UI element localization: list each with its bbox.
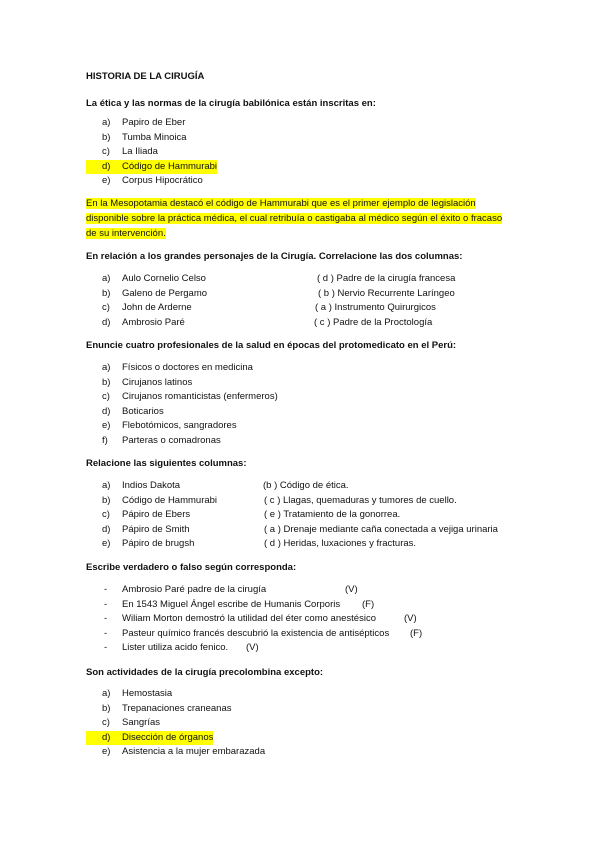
option-a: a) Hemostasia <box>102 688 173 699</box>
option-d-highlighted: d) Disección de órganos <box>86 731 265 746</box>
question-6-options <box>86 687 265 760</box>
option-b: b) Trepanaciones craneanas <box>102 702 232 714</box>
match-row: b) Código de Hammurabi ( c ) Llagas, quemaduras y tumores de cuello. <box>102 494 457 506</box>
match-row: c) John de Arderne ( a ) Instrumento Quirurgicos <box>102 302 436 314</box>
tf-row: - En 1543 Miguel Ángel escribe de Humanis Corporis (F) <box>104 598 375 610</box>
option-b: b) Cirujanos latinos <box>102 376 193 388</box>
option-c: c) Cirujanos romanticistas (enfermeros) <box>102 391 278 403</box>
tf-row: - Pasteur químico francés descubrió la existencia de antisépticos (F) <box>104 627 423 639</box>
question-2: En relación a los grandes personajes de la Cirugía. Correlacione las dos columnas: <box>86 251 463 262</box>
match-row: d) Pápiro de Smith ( a ) Drenaje mediante caña conectada a vejiga urinaria <box>102 523 498 535</box>
question-2-matching <box>86 272 526 330</box>
question-3: Enuncie cuatro profesionales de la salud en épocas del protomedicato en el Perú: <box>86 340 457 351</box>
match-row: a) Aulo Cornelio Celso ( d ) Padre de la cirugía francesa <box>102 273 456 284</box>
option-e: e) Corpus Hipocrático <box>102 175 203 187</box>
option-d: d) Boticarios <box>102 405 164 417</box>
match-row: a) Indios Dakota (b ) Código de ética. <box>102 480 349 491</box>
hammurabi-explanation: En la Mesopotamia destacó el código de Hammurabi que es el primer ejemplo de legislación disponible sobre la práctica médica, el cual retribuía o castigaba al médico según el éxito o fracaso de su intervención. <box>86 198 503 240</box>
option-a: a) Papiro de Eber <box>102 117 186 128</box>
match-row: c) Pápiro de Ebers ( e ) Tratamiento de la gonorrea. <box>102 509 401 521</box>
option-e: e) Asistencia a la mujer embarazada <box>102 746 266 758</box>
tf-row: - Lister utiliza acido fenico. (V) <box>104 642 259 654</box>
option-a: a) Físicos o doctores en medicina <box>102 362 253 373</box>
match-row: e) Pápiro de brugsh ( d ) Heridas, luxaciones y fracturas. <box>102 538 417 550</box>
question-1-options <box>86 116 217 189</box>
question-4: Relacione las siguientes columnas: <box>86 458 247 469</box>
option-d-highlighted: d) Código de Hammurabi <box>86 160 217 175</box>
match-row: d) Ambrosio Paré ( c ) Padre de la Proctología <box>102 316 433 328</box>
option-b: b) Tumba Minoica <box>102 131 187 143</box>
tf-row: - Wiliam Morton demostró la utilidad del éter como anestésico (V) <box>104 613 417 625</box>
match-row: b) Galeno de Pergamo ( b ) Nervio Recurrente Laríngeo <box>102 287 455 299</box>
tf-row: - Ambrosio Paré padre de la cirugía (V) <box>104 584 358 595</box>
document-title: HISTORIA DE LA CIRUGÍA <box>86 71 205 82</box>
question-5-true-false <box>86 583 526 656</box>
option-c: c) La Iliada <box>102 146 158 158</box>
option-c: c) Sangrías <box>102 717 161 729</box>
question-4-matching <box>86 479 546 552</box>
question-5: Escribe verdadero o falso según corresponda: <box>86 562 297 573</box>
question-1: La ética y las normas de la cirugía babilónica están inscritas en: <box>86 98 376 109</box>
question-3-options <box>86 361 278 449</box>
question-6: Son actividades de la cirugía precolombina excepto: <box>86 667 324 678</box>
option-e: e) Flebotómicos, sangradores <box>102 420 237 432</box>
option-f: f) Parteras o comadronas <box>102 434 221 446</box>
